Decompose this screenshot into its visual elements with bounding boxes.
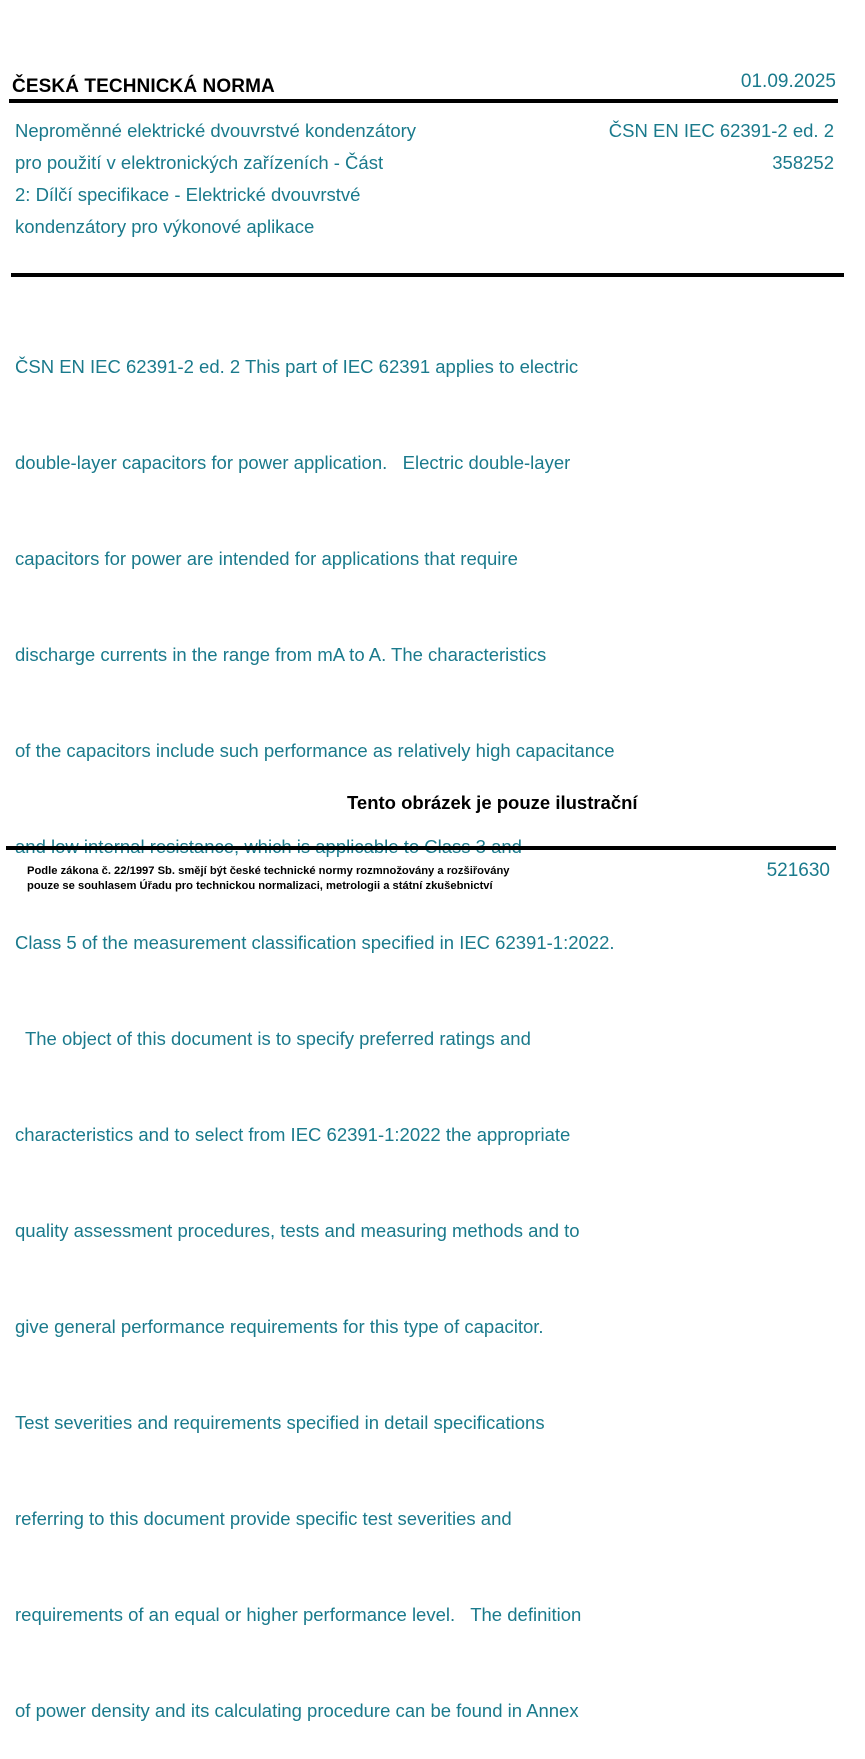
header-title: ČESKÁ TECHNICKÁ NORMA <box>12 76 275 97</box>
abstract-line: quality assessment procedures, tests and measuring methods and to <box>15 1220 580 1241</box>
abstract-line: of power density and its calculating procedure can be found in Annex <box>15 1700 579 1721</box>
abstract-line: Test severities and requirements specified in detail specifications <box>15 1412 545 1433</box>
document-number: 521630 <box>766 860 830 881</box>
section-rule <box>11 273 844 277</box>
legal-notice <box>27 864 510 894</box>
abstract-line: give general performance requirements for this type of capacitor. <box>15 1316 544 1337</box>
abstract-line: discharge currents in the range from mA to A. The characteristics <box>15 644 547 665</box>
standard-code: ČSN EN IEC 62391-2 ed. 2 <box>608 120 834 141</box>
standard-identifiers <box>609 115 834 179</box>
issue-date: 01.09.2025 <box>740 71 836 92</box>
abstract-line: referring to this document provide specific test severities and <box>15 1508 512 1529</box>
abstract-line: double-layer capacitors for power application. Electric double-layer <box>15 452 571 473</box>
footer-rule <box>6 846 836 850</box>
illustrative-note: Tento obrázek je pouze ilustrační <box>347 792 638 813</box>
catalog-number: 358252 <box>772 152 834 173</box>
abstract-line: characteristics and to select from IEC 62391-1:2022 the appropriate <box>15 1124 571 1145</box>
legal-notice-line: pouze se souhlasem Úřadu pro technickou normalizaci, metrologii a státní zkušebnictví <box>27 880 493 892</box>
header-rule <box>9 99 838 103</box>
legal-notice-line: Podle zákona č. 22/1997 Sb. smějí být české technické normy rozmnožovány a rozšiřovány <box>27 865 510 877</box>
standard-title <box>15 115 505 243</box>
standard-title-line: 2: Dílčí specifikace - Elektrické dvouvrstvé <box>15 184 361 205</box>
abstract-line: Class 5 of the measurement classification specified in IEC 62391-1:2022. <box>15 932 615 953</box>
standard-title-line: pro použití v elektronických zařízeních - Část <box>15 152 384 173</box>
abstract-line: of the capacitors include such performance as relatively high capacitance <box>15 740 615 761</box>
standard-title-line: Neproměnné elektrické dvouvrstvé kondenzátory <box>15 120 417 141</box>
abstract-line: ČSN EN IEC 62391-2 ed. 2 This part of IEC 62391 applies to electric <box>15 356 579 377</box>
standard-title-line: kondenzátory pro výkonové aplikace <box>15 216 315 237</box>
abstract-line: capacitors for power are intended for applications that require <box>15 548 518 569</box>
abstract-line: The object of this document is to specify preferred ratings and <box>15 1028 531 1049</box>
abstract-line: requirements of an equal or higher performance level. The definition <box>15 1604 582 1625</box>
abstract <box>15 287 755 1759</box>
